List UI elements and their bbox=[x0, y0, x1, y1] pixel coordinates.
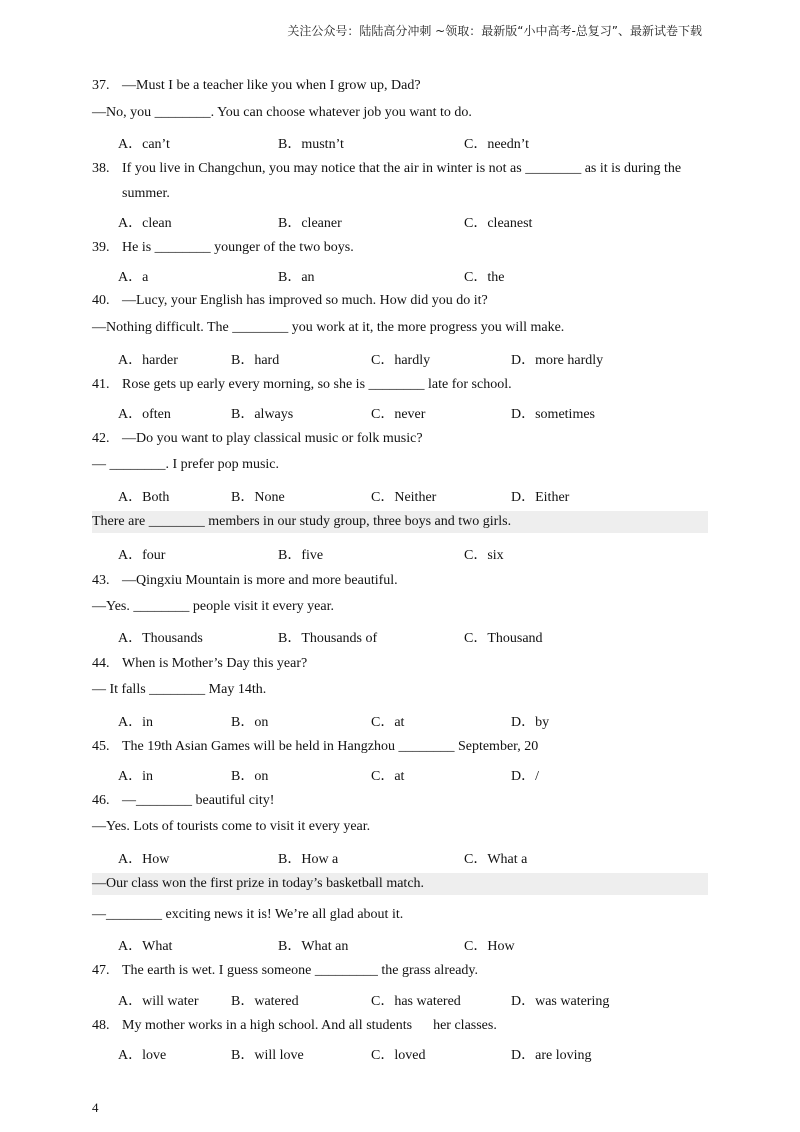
option-a: A．in bbox=[118, 769, 153, 784]
option-c: C．at bbox=[371, 715, 405, 730]
option-a: A．love bbox=[118, 1048, 167, 1063]
question-48-options bbox=[118, 1044, 718, 1062]
question-text: —________ beautiful city! bbox=[122, 793, 275, 808]
question-39-options bbox=[118, 266, 718, 284]
option-b: B．How a bbox=[278, 852, 339, 867]
option-c: C．hardly bbox=[371, 353, 431, 368]
option-b: B．an bbox=[278, 270, 315, 285]
option-d: D．sometimes bbox=[511, 407, 595, 422]
question-text: When is Mother’s Day this year? bbox=[122, 656, 308, 671]
question-number: 46. bbox=[92, 793, 110, 808]
question-number: 45. bbox=[92, 739, 110, 754]
extra-question-2-stem: —Our class won the first prize in today’s basketball match. bbox=[92, 873, 708, 895]
option-a: A．clean bbox=[118, 216, 172, 231]
option-c: C．at bbox=[371, 769, 405, 784]
option-a: A．often bbox=[118, 407, 171, 422]
option-d: D．by bbox=[511, 715, 550, 730]
question-44-answer-line: — It falls ________ May 14th. bbox=[92, 682, 267, 697]
option-c: C．loved bbox=[371, 1048, 426, 1063]
question-37-options bbox=[118, 133, 718, 151]
question-46-stem bbox=[92, 792, 274, 810]
question-38-options bbox=[118, 212, 718, 230]
question-40-options bbox=[118, 349, 718, 367]
option-c: C．Neither bbox=[371, 490, 437, 505]
option-c: C．What a bbox=[464, 852, 528, 867]
option-a: A．harder bbox=[118, 353, 178, 368]
option-d: D．/ bbox=[511, 769, 539, 784]
option-c: C．six bbox=[464, 548, 504, 563]
question-42-stem bbox=[92, 430, 423, 448]
question-38-continuation: summer. bbox=[122, 186, 170, 201]
option-a: A．Thousands bbox=[118, 631, 203, 646]
question-45-stem bbox=[92, 738, 538, 756]
question-42-options bbox=[118, 486, 718, 504]
option-c: C．has watered bbox=[371, 994, 461, 1009]
question-number: 37. bbox=[92, 78, 110, 93]
option-b: B．on bbox=[231, 715, 269, 730]
question-46-answer-line: —Yes. Lots of tourists come to visit it every year. bbox=[92, 819, 371, 834]
option-b: B．Thousands of bbox=[278, 631, 378, 646]
extra-question-1-options bbox=[118, 544, 718, 562]
question-37-stem bbox=[92, 77, 421, 95]
question-39-stem bbox=[92, 239, 354, 257]
question-text: —Do you want to play classical music or folk music? bbox=[122, 431, 423, 446]
question-text: —Lucy, your English has improved so much. How did you do it? bbox=[122, 293, 488, 308]
option-b: B．five bbox=[278, 548, 324, 563]
question-42-answer-line: — ________. I prefer pop music. bbox=[92, 457, 280, 472]
question-43-options bbox=[118, 627, 718, 645]
extra-question-2-options bbox=[118, 935, 718, 953]
question-44-options bbox=[118, 711, 718, 729]
option-c: C．never bbox=[371, 407, 426, 422]
question-41-stem bbox=[92, 376, 512, 394]
question-number: 42. bbox=[92, 431, 110, 446]
question-text: My mother works in a high school. And all students her classes. bbox=[122, 1018, 497, 1033]
option-a: A．four bbox=[118, 548, 166, 563]
option-d: D．was watering bbox=[511, 994, 610, 1009]
option-a: A．What bbox=[118, 939, 173, 954]
option-d: D．more hardly bbox=[511, 353, 604, 368]
question-text: —Must I be a teacher like you when I grow up, Dad? bbox=[122, 78, 421, 93]
extra-question-1-stem: There are ________ members in our study group, three boys and two girls. bbox=[92, 511, 708, 533]
question-46-options bbox=[118, 848, 718, 866]
question-43-answer-line: —Yes. ________ people visit it every year. bbox=[92, 599, 334, 614]
question-text: The earth is wet. I guess someone _________ the grass already. bbox=[122, 963, 478, 978]
question-number: 43. bbox=[92, 573, 110, 588]
question-number: 41. bbox=[92, 377, 110, 392]
question-43-stem bbox=[92, 572, 398, 590]
question-41-options bbox=[118, 403, 718, 421]
question-45-options bbox=[118, 765, 718, 783]
question-text: Rose gets up early every morning, so she is ________ late for school. bbox=[122, 377, 512, 392]
question-47-options bbox=[118, 990, 718, 1008]
option-b: B．always bbox=[231, 407, 294, 422]
question-number: 44. bbox=[92, 656, 110, 671]
option-a: A．How bbox=[118, 852, 170, 867]
option-a: A．Both bbox=[118, 490, 170, 505]
question-44-stem bbox=[92, 655, 307, 673]
option-b: B．will love bbox=[231, 1048, 304, 1063]
question-47-stem bbox=[92, 962, 478, 980]
question-text: If you live in Changchun, you may notice that the air in winter is not as ________ as it is during the bbox=[122, 161, 682, 176]
option-a: A．will water bbox=[118, 994, 199, 1009]
page-number: 4 bbox=[92, 1100, 99, 1115]
option-c: C．cleanest bbox=[464, 216, 533, 231]
question-37-answer-line: —No, you ________. You can choose whatever job you want to do. bbox=[92, 105, 472, 120]
option-a: A．can’t bbox=[118, 137, 170, 152]
question-number: 47. bbox=[92, 963, 110, 978]
question-40-answer-line: —Nothing difficult. The ________ you work at it, the more progress you will make. bbox=[92, 320, 565, 335]
question-48-stem bbox=[92, 1017, 497, 1035]
question-text: He is ________ younger of the two boys. bbox=[122, 240, 354, 255]
option-b: B．cleaner bbox=[278, 216, 342, 231]
option-c: C．Thousand bbox=[464, 631, 543, 646]
option-b: B．hard bbox=[231, 353, 280, 368]
option-b: B．mustn’t bbox=[278, 137, 344, 152]
option-c: C．needn’t bbox=[464, 137, 530, 152]
page-header: 关注公众号：陆陆高分冲刺 ~领取：最新版“小中高考-总复习”、最新试卷下载 bbox=[287, 24, 702, 38]
option-b: B．on bbox=[231, 769, 269, 784]
option-c: C．How bbox=[464, 939, 515, 954]
option-c: C．the bbox=[464, 270, 505, 285]
question-text: The 19th Asian Games will be held in Hangzhou ________ September, 20 bbox=[122, 739, 539, 754]
option-b: B．watered bbox=[231, 994, 299, 1009]
question-number: 38. bbox=[92, 161, 110, 176]
option-a: A．a bbox=[118, 270, 149, 285]
question-number: 48. bbox=[92, 1018, 110, 1033]
question-38-stem bbox=[92, 160, 681, 178]
option-b: B．What an bbox=[278, 939, 349, 954]
question-40-stem bbox=[92, 292, 488, 310]
option-d: D．Either bbox=[511, 490, 570, 505]
question-text: —Qingxiu Mountain is more and more beautiful. bbox=[122, 573, 398, 588]
extra-question-2-answer-line: —________ exciting news it is! We’re all glad about it. bbox=[92, 907, 404, 922]
question-number: 39. bbox=[92, 240, 110, 255]
option-b: B．None bbox=[231, 490, 285, 505]
option-a: A．in bbox=[118, 715, 153, 730]
question-number: 40. bbox=[92, 293, 110, 308]
option-d: D．are loving bbox=[511, 1048, 592, 1063]
